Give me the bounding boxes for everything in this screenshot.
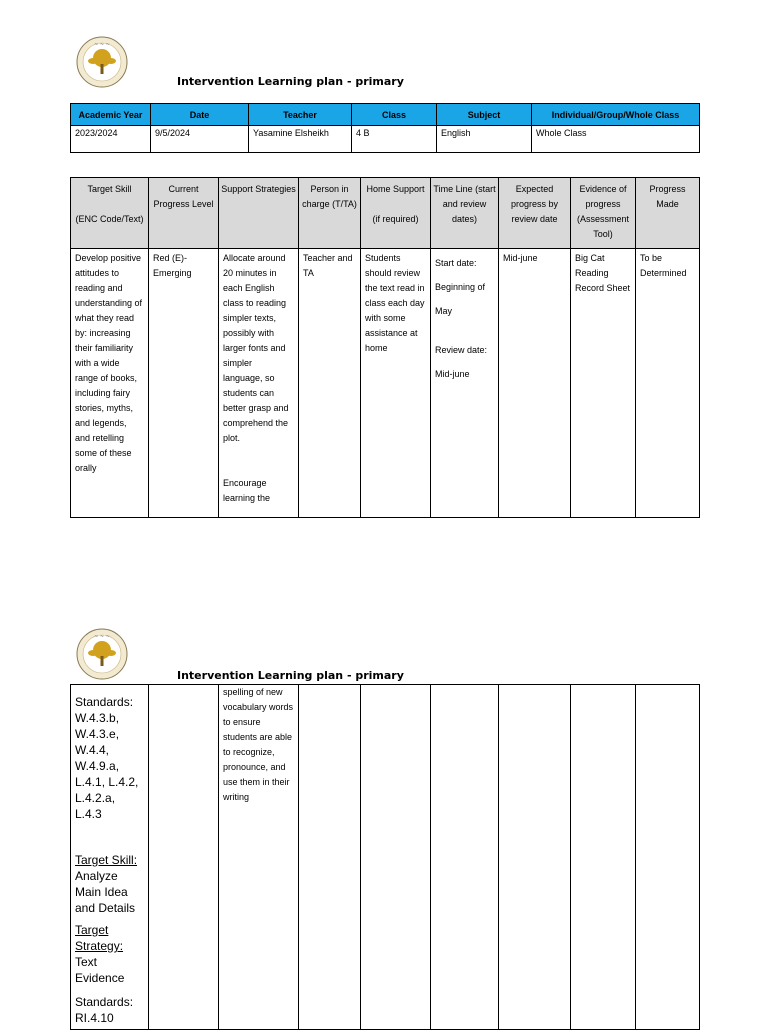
plan-table: [70, 177, 700, 518]
header-home-support-line1: Home Support: [366, 184, 425, 194]
timeline-cell-continued: [431, 685, 499, 1030]
date-value: 9/5/2024: [151, 126, 249, 153]
person-cell-continued: [299, 685, 361, 1030]
header-academic-year: Academic Year: [71, 104, 151, 126]
subject-value: English: [437, 126, 532, 153]
header-current-level: Current Progress Level: [149, 178, 219, 249]
header-group-type: Individual/Group/Whole Class: [532, 104, 700, 126]
review-date-label: Review date:: [435, 345, 488, 355]
page-title-page2: Intervention Learning plan - primary: [177, 669, 404, 682]
support-strategies-cell: [219, 249, 299, 518]
standards-label: Standards:: [75, 695, 134, 709]
target-skill-cell: Develop positive attitudes to reading and understanding of what they read by: increasing their familiarity with a wide range of books, including fairy stories, myths, and legends, and retelling some of these orally: [71, 249, 149, 518]
info-table: [70, 103, 700, 153]
plan-row-continued: [71, 685, 700, 1030]
info-value-row: [71, 126, 700, 153]
header-time-line: Time Line (start and review dates): [431, 178, 499, 249]
group-type-value: Whole Class: [532, 126, 700, 153]
school-logo: [76, 36, 128, 88]
header-home-support-line2: (if required): [372, 214, 419, 224]
target-skill-label: Target Skill:: [75, 853, 138, 867]
teacher-value: Yasamine Elsheikh: [249, 126, 352, 153]
header-target-skill: [71, 178, 149, 249]
header-evidence: Evidence of progress (Assessment Tool): [571, 178, 636, 249]
target-skill-cell-continued: [71, 685, 149, 1030]
timeline-cell: [431, 249, 499, 518]
support-strategy-1: Allocate around 20 minutes in each English class to reading simpler texts, possibly with larger fonts and simpler language, so students can better grasp and comprehend the plot.: [223, 253, 289, 443]
current-level-cell: Red (E)- Emerging: [149, 249, 219, 518]
start-date-label: Start date:: [435, 258, 477, 268]
home-support-cell-continued: [361, 685, 431, 1030]
svg-text:~ ~ ~: ~ ~ ~: [94, 42, 110, 48]
header-class: Class: [352, 104, 437, 126]
current-level-cell-continued: [149, 685, 219, 1030]
svg-text:~ ~ ~: ~ ~ ~: [94, 634, 110, 640]
header-home-support: [361, 178, 431, 249]
support-strategy-2: Encourage learning the: [223, 478, 271, 503]
academic-year-value: 2023/2024: [71, 126, 151, 153]
header-teacher: Teacher: [249, 104, 352, 126]
header-expected-progress: Expected progress by review date: [499, 178, 571, 249]
plan-row: [71, 249, 700, 518]
evidence-cell: Big Cat Reading Record Sheet: [571, 249, 636, 518]
expected-progress-cell-continued: [499, 685, 571, 1030]
progress-made-cell-continued: [636, 685, 700, 1030]
plan-header-row: [71, 178, 700, 249]
target-strategy-label: Target Strategy:: [75, 923, 124, 953]
support-strategies-cell-continued: spelling of new vocabulary words to ensure students are able to recognize, pronounce, and use them in their writing: [219, 685, 299, 1030]
progress-made-cell: To be Determined: [636, 249, 700, 518]
page-title: Intervention Learning plan - primary: [177, 75, 404, 88]
target-skill-value: Analyze Main Idea and Details: [75, 869, 136, 915]
home-support-cell: Students should review the text read in class each day with some assistance at home: [361, 249, 431, 518]
target-strategy-value: Text Evidence: [75, 955, 125, 985]
class-value: 4 B: [352, 126, 437, 153]
header-support-strategies: Support Strategies: [219, 178, 299, 249]
standards-codes-2: RI.4.10: [75, 1011, 114, 1025]
standards-codes: W.4.3.b, W.4.3.e, W.4.4, W.4.9.a, L.4.1, L.4.2, L.4.2.a, L.4.3: [75, 711, 139, 821]
header-person-in-charge: Person in charge (T/TA): [299, 178, 361, 249]
header-target-skill-line2: (ENC Code/Text): [75, 214, 144, 224]
header-date: Date: [151, 104, 249, 126]
school-logo-page2: [76, 628, 128, 680]
info-header-row: [71, 104, 700, 126]
evidence-cell-continued: [571, 685, 636, 1030]
expected-progress-cell: Mid-june: [499, 249, 571, 518]
plan-table-continued: [70, 684, 700, 1030]
start-date-value: Beginning of May: [435, 282, 486, 316]
header-progress-made: Progress Made: [636, 178, 700, 249]
header-target-skill-line1: Target Skill: [87, 184, 132, 194]
person-cell: Teacher and TA: [299, 249, 361, 518]
standards-label-2: Standards:: [75, 995, 134, 1009]
header-subject: Subject: [437, 104, 532, 126]
review-date-value: Mid-june: [435, 369, 470, 379]
